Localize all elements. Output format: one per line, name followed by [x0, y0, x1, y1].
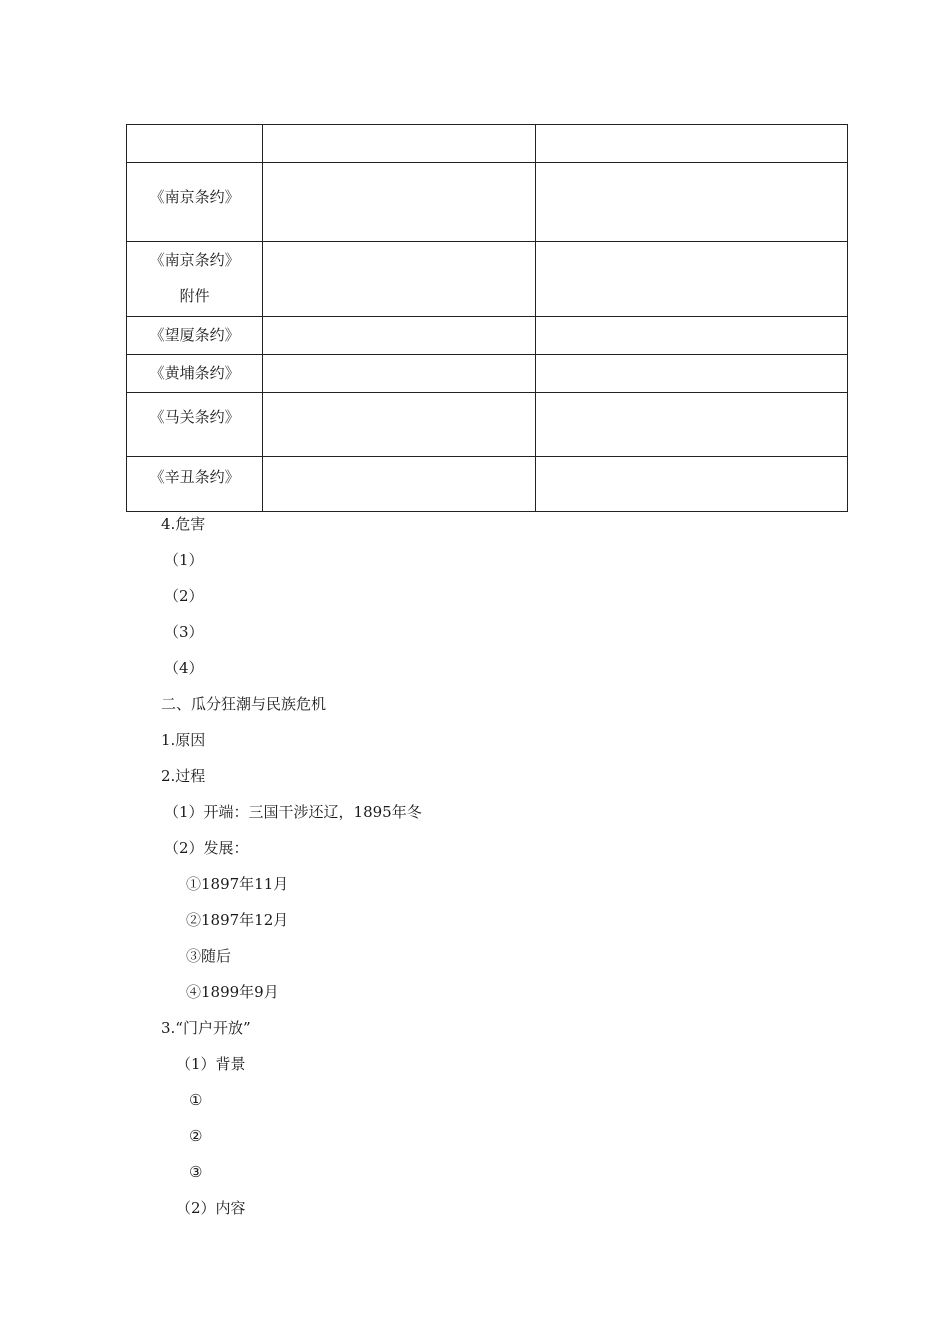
table-cell — [263, 317, 535, 355]
develop-item-2: ②1897年12月 — [186, 911, 289, 929]
harm-item-4: （4） — [164, 659, 204, 677]
treaty-name-cell — [127, 393, 263, 457]
treaty-name: 《南京条约》 — [149, 188, 240, 206]
treaty-table — [126, 124, 848, 512]
treaty-name: 《黄埔条约》 — [149, 364, 240, 382]
background-heading: （1）背景 — [176, 1055, 246, 1073]
process-develop: （2）发展： — [164, 839, 249, 857]
table-row — [127, 242, 848, 317]
table-cell — [263, 355, 535, 393]
process-heading: 2.过程 — [161, 767, 206, 785]
background-item-3: ③ — [189, 1163, 203, 1181]
treaty-name: 《马关条约》 — [149, 408, 240, 426]
treaty-name-cell — [127, 242, 263, 317]
treaty-name-cell — [127, 317, 263, 355]
table-cell — [535, 317, 847, 355]
harm-item-3: （3） — [164, 623, 204, 641]
table-row — [127, 317, 848, 355]
table-cell — [535, 242, 847, 317]
table-cell — [263, 393, 535, 457]
develop-item-3: ③随后 — [186, 947, 232, 965]
table-row — [127, 393, 848, 457]
treaty-name: 《辛丑条约》 — [149, 468, 240, 486]
content-heading: （2）内容 — [176, 1199, 246, 1217]
harm-heading: 4.危害 — [161, 515, 206, 533]
table-cell — [263, 457, 535, 512]
harm-item-1: （1） — [164, 551, 204, 569]
background-item-1: ① — [189, 1091, 203, 1109]
table-cell — [263, 163, 535, 242]
table-row — [127, 457, 848, 512]
treaty-name: 《南京条约》 — [149, 251, 240, 269]
table-cell — [535, 355, 847, 393]
table-cell — [535, 457, 847, 512]
table-cell — [535, 163, 847, 242]
header-cell-1 — [127, 125, 263, 163]
develop-item-1: ①1897年11月 — [186, 875, 289, 893]
treaty-name-suffix: 附件 — [179, 287, 210, 305]
treaty-name-cell — [127, 355, 263, 393]
table-row — [127, 163, 848, 242]
table-cell — [535, 393, 847, 457]
process-start: （1）开端：三国干涉还辽，1895年冬 — [164, 803, 422, 821]
header-cell-3 — [535, 125, 847, 163]
table-header-row — [127, 125, 848, 163]
treaty-name-cell — [127, 163, 263, 242]
treaty-name: 《望厦条约》 — [149, 326, 240, 344]
cause-heading: 1.原因 — [161, 731, 206, 749]
background-item-2: ② — [189, 1127, 203, 1145]
harm-item-2: （2） — [164, 587, 204, 605]
table-cell — [263, 242, 535, 317]
header-cell-2 — [263, 125, 535, 163]
treaty-name-cell — [127, 457, 263, 512]
open-door-heading: 3.“门户开放” — [161, 1019, 251, 1037]
develop-item-4: ④1899年9月 — [186, 983, 279, 1001]
section2-title: 二、瓜分狂潮与民族危机 — [161, 695, 327, 713]
table-row — [127, 355, 848, 393]
